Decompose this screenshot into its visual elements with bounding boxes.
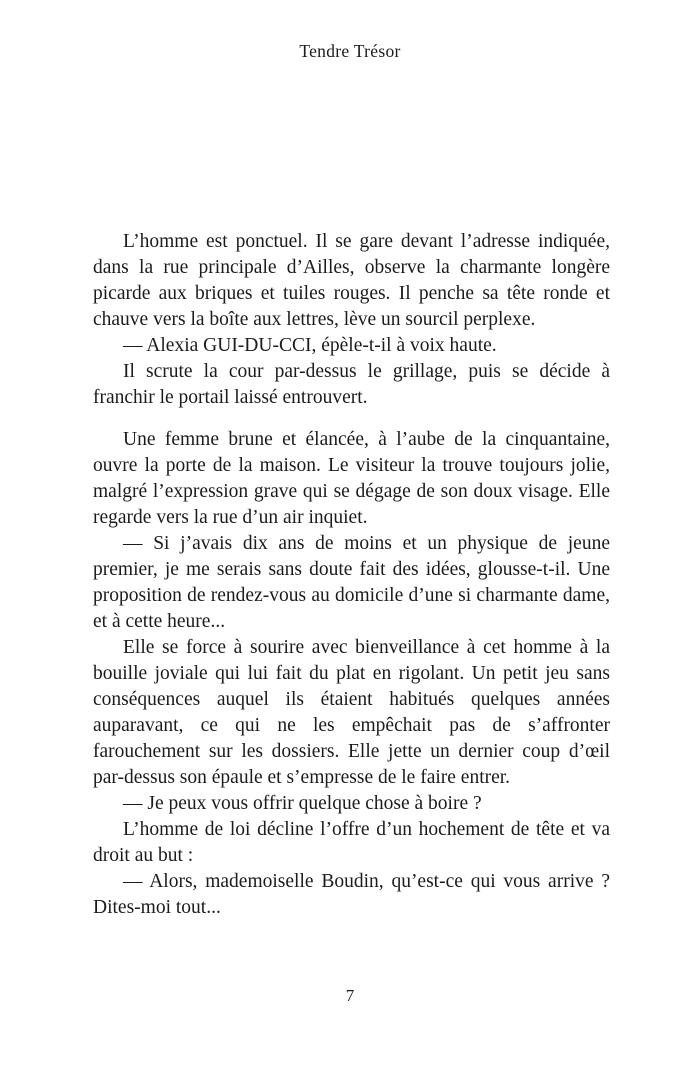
paragraph: Une femme brune et élancée, à l’aube de la cinquantaine, ouvre la porte de la maison. Le visiteur la trouve toujours jolie, malgré l’expression grave qui se dégage de son doux visage. Elle regarde vers la rue d’un air inquiet.	[93, 429, 610, 528]
paragraph: Il scrute la cour par-dessus le grillage, puis se décide à franchir le portail laissé entrouvert.	[93, 361, 610, 408]
paragraph: — Alors, mademoiselle Boudin, qu’est-ce qui vous arrive ? Dites-moi tout...	[93, 871, 610, 918]
paragraph: L’homme de loi décline l’offre d’un hochement de tête et va droit au but :	[93, 819, 610, 866]
paragraph: — Je peux vous offrir quelque chose à boire ?	[123, 793, 482, 814]
page-body	[93, 229, 610, 921]
paragraph: — Alexia GUI-DU-CCI, épèle-t-il à voix haute.	[123, 335, 497, 356]
page-number: 7	[345, 986, 355, 1005]
running-header: Tendre Trésor	[299, 41, 401, 61]
paragraph: — Si j’avais dix ans de moins et un physique de jeune premier, je me serais sans doute fait des idées, glousse-t-il. Une proposition de rendez-vous au domicile d’une si charmante dame, et à cette heure...	[93, 533, 610, 632]
paragraph: L’homme est ponctuel. Il se gare devant l’adresse indiquée, dans la rue principale d’Ailles, observe la charmante longère picarde aux briques et tuiles rouges. Il penche sa tête ronde et chauve vers la boîte aux lettres, lève un sourcil perplexe.	[93, 231, 610, 330]
paragraph: Elle se force à sourire avec bienveillance à cet homme à la bouille joviale qui lui fait du plat en rigolant. Un petit jeu sans conséquences auquel ils étaient habitués quelques années auparavant, ce qui ne les empêchait pas de s’affronter farouchement sur les dossiers. Elle jette un dernier coup d’œil par-dessus son épaule et s’empresse de le faire entrer.	[93, 637, 610, 788]
